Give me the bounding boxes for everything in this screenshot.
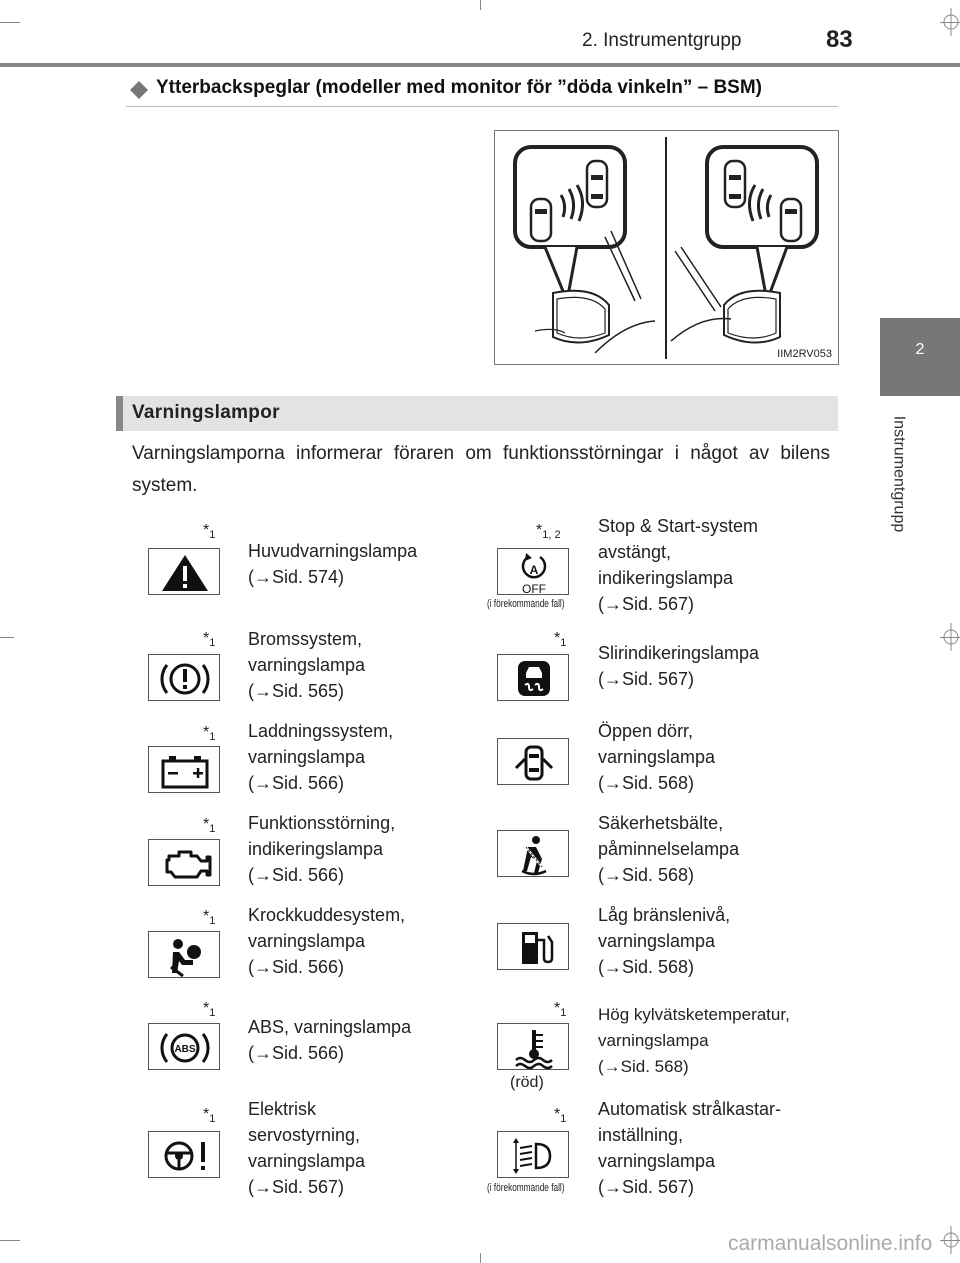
- crop-mark: [480, 1253, 481, 1263]
- airbag-icon: [149, 932, 221, 979]
- lamp-description: Laddningssystem, varningslampa (→Sid. 566): [248, 721, 394, 793]
- registration-mark: [940, 623, 960, 653]
- svg-text:A: A: [529, 563, 539, 577]
- footnote-marker: $*_1$: [554, 630, 567, 649]
- master-warning-lamp: [148, 548, 220, 595]
- brake-system-icon: [149, 655, 221, 702]
- slip-indicator-icon: [498, 655, 570, 702]
- bsm-mirror-illustration: [494, 130, 839, 365]
- lamp-description: Bromssystem, varningslampa (→Sid. 565): [248, 629, 366, 701]
- slip-indicator-lamp: [497, 654, 569, 701]
- footnote-marker: $*_1$: [203, 522, 216, 541]
- airbag-lamp: [148, 931, 220, 978]
- check-engine-lamp: [148, 839, 220, 886]
- footnote-marker: $*_{1, 2}$: [536, 522, 561, 541]
- abs-icon: [149, 1024, 221, 1071]
- master-warning-icon: [149, 549, 221, 596]
- battery-icon: [149, 747, 221, 794]
- lamp-description: Huvudvarningslampa (→Sid. 574): [248, 541, 418, 587]
- lamp-description: Elektrisk servostyrning, varningslampa (→Sid. 567): [248, 1099, 366, 1197]
- qualifier-note: (röd): [510, 1074, 544, 1091]
- svg-text:ABS: ABS: [174, 1044, 196, 1055]
- lamp-description: Automatisk strålkastar- inställning, varningslampa (→Sid. 567): [598, 1099, 782, 1197]
- coolant-temp-icon: [498, 1024, 570, 1071]
- headlight-leveling-lamp: [497, 1131, 569, 1178]
- warning-lights-intro: Varningslamporna informerar föraren om funktionsstörningar i något av bilens system.: [132, 443, 830, 496]
- abs-lamp: [148, 1023, 220, 1070]
- footnote-marker: $*_1$: [203, 1000, 216, 1019]
- section-rule: [126, 106, 838, 107]
- registration-mark: [940, 8, 960, 38]
- mirror-drawing: [495, 131, 838, 364]
- registration-mark: [940, 1226, 960, 1256]
- headlight-leveling-icon: [498, 1132, 570, 1179]
- lamp-description: Öppen dörr, varningslampa (→Sid. 568): [598, 721, 716, 793]
- chapter-side-label: [883, 405, 913, 550]
- footnote-marker: $*_1$: [203, 908, 216, 927]
- qualifier-note: (i förekommande fall): [487, 1182, 565, 1194]
- qualifier-note: (i förekommande fall): [487, 598, 565, 610]
- stop-start-off-icon: [498, 549, 570, 596]
- footnote-marker: $*_1$: [203, 1106, 216, 1125]
- warning-lights-heading-bar: [116, 396, 838, 431]
- open-door-icon: [498, 739, 570, 786]
- seatbelt-icon: [498, 831, 570, 878]
- seatbelt-lamp: [497, 830, 569, 877]
- lamp-description: Slirindikeringslampa (→Sid. 567): [598, 643, 760, 689]
- page-number: 83: [826, 26, 853, 53]
- low-fuel-icon: [498, 924, 570, 971]
- heading-accent: [116, 396, 123, 431]
- check-engine-icon: [149, 840, 221, 887]
- watermark: carmanualsonline.info: [728, 1232, 933, 1255]
- lamp-description: Funktionsstörning, indikeringslampa (→Sid. 566): [248, 813, 396, 885]
- chapter-number: 2: [915, 341, 925, 358]
- low-fuel-lamp: [497, 923, 569, 970]
- power-steering-lamp: [148, 1131, 220, 1178]
- svg-text:OFF: OFF: [522, 582, 546, 596]
- lamp-description: Säkerhetsbälte, påminnelselampa (→Sid. 568): [598, 813, 740, 885]
- diamond-bullet-icon: [129, 80, 149, 100]
- crop-mark: [480, 0, 481, 10]
- section-heading: Ytterbackspeglar (modeller med monitor för ”döda vinkeln” – BSM): [156, 77, 763, 98]
- crop-mark: [0, 637, 14, 638]
- footnote-marker: $*_1$: [203, 816, 216, 835]
- footnote-marker: $*_1$: [554, 1000, 567, 1019]
- chapter-tab: [880, 318, 960, 396]
- power-steering-icon: [149, 1132, 221, 1179]
- chapter-side-label-text: Instrumentgrupp: [890, 415, 908, 533]
- brake-system-lamp: [148, 654, 220, 701]
- header-rule: [0, 63, 960, 67]
- open-door-lamp: [497, 738, 569, 785]
- crop-mark: [0, 22, 20, 23]
- warning-lights-heading: Varningslampor: [132, 402, 280, 423]
- lamp-description: Låg bränslenivå, varningslampa (→Sid. 568): [598, 905, 731, 977]
- lamp-description: Krockkuddesystem, varningslampa (→Sid. 566): [248, 905, 406, 977]
- chapter-title: 2. Instrumentgrupp: [582, 30, 742, 51]
- stop-start-off-lamp: [497, 548, 569, 595]
- footnote-marker: $*_1$: [554, 1106, 567, 1125]
- lamp-description: Hög kylvätsketemperatur, varningslampa (→Sid. 568): [598, 1005, 790, 1076]
- crop-mark: [0, 1240, 20, 1241]
- footnote-marker: $*_1$: [203, 630, 216, 649]
- coolant-temp-lamp: [497, 1023, 569, 1070]
- figure-code: IIM2RV053: [777, 348, 832, 360]
- lamp-description: Stop & Start-system avstängt, indikeringslampa (→Sid. 567): [598, 516, 759, 614]
- lamp-description: ABS, varningslampa (→Sid. 566): [248, 1017, 412, 1063]
- battery-lamp: [148, 746, 220, 793]
- footnote-marker: $*_1$: [203, 724, 216, 743]
